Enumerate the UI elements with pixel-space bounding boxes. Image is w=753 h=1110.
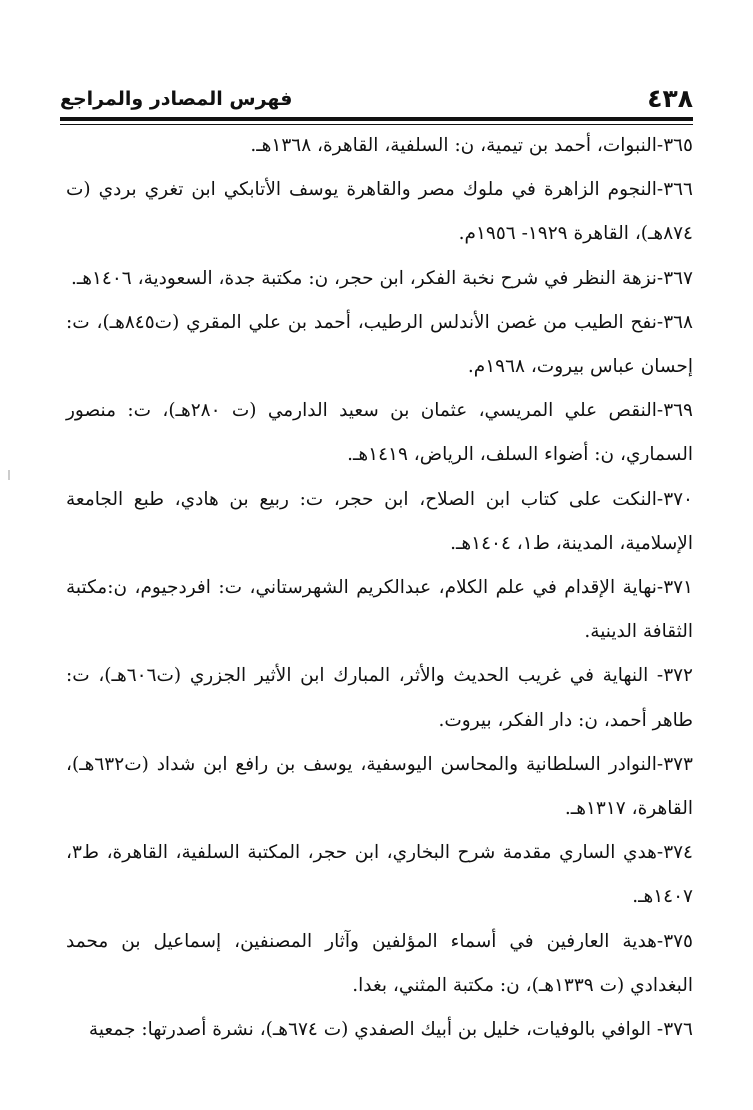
entry-text: -النجوم الزاهرة في ملوك مصر والقاهرة يوسف الأتابكي ابن تغري بردي (ت ٨٧٤هـ)، القاهرة ١٩٢٩- ١٩٥٦م. bbox=[66, 179, 693, 245]
entry-number: ٣٧٤ bbox=[663, 842, 693, 864]
entry-text: - الوافي بالوفيات، خليل بن أبيك الصفدي (ت ٦٧٤هـ)، نشرة أصدرتها: جمعية bbox=[88, 1019, 664, 1041]
entry-text: -النكت على كتاب ابن الصلاح، ابن حجر، ت: ربيع بن هادي، طبع الجامعة الإسلامية، المدينة، ط١، ١٤٠٤هـ. bbox=[66, 488, 693, 554]
entry-number: ٣٧٦ bbox=[663, 1019, 693, 1041]
entry-number: ٣٦٩ bbox=[663, 400, 693, 422]
entry-number: ٣٧٠ bbox=[663, 488, 693, 510]
bibliography-entry-369 bbox=[66, 389, 693, 477]
bibliography-entry-367 bbox=[66, 257, 693, 301]
scan-margin-mark bbox=[8, 470, 10, 480]
entry-number: ٣٧٢ bbox=[663, 665, 693, 687]
bibliography-entry-373 bbox=[66, 743, 693, 831]
entry-number: ٣٦٥ bbox=[663, 135, 693, 156]
entry-number: ٣٧٣ bbox=[663, 753, 693, 775]
bibliography-list bbox=[66, 124, 693, 1052]
entry-text: -النوادر السلطانية والمحاسن اليوسفية، يوسف بن رافع ابن شداد (ت٦٣٢هـ)، القاهرة، ١٣١٧هـ. bbox=[66, 753, 693, 820]
page-number: ٤٣٨ bbox=[647, 84, 693, 113]
entry-number: ٣٧١ bbox=[663, 577, 693, 599]
entry-text: -نهاية الإقدام في علم الكلام، عبدالكريم الشهرستاني، ت: افردجيوم، ن:مكتبة الثقافة الدينية. bbox=[66, 577, 693, 643]
entry-number: ٣٦٦ bbox=[663, 179, 693, 201]
entry-text: -النبوات، أحمد بن تيمية، ن: السلفية، القاهرة، ١٣٦٨هـ. bbox=[250, 135, 664, 156]
entry-text: - النهاية في غريب الحديث والأثر، المبارك ابن الأثير الجزري (ت٦٠٦هـ)، ت: طاهر أحمد، ن: دار الفكر، بيروت. bbox=[66, 665, 693, 731]
entry-text: -نزهة النظر في شرح نخبة الفكر، ابن حجر، ن: مكتبة جدة، السعودية، ١٤٠٦هـ. bbox=[70, 267, 664, 289]
bibliography-entry-368 bbox=[66, 301, 693, 389]
bibliography-entry-374 bbox=[66, 831, 693, 919]
entry-text: -هدية العارفين في أسماء المؤلفين وآثار المصنفين، إسماعيل بن محمد البغدادي (ت ١٣٣٩هـ)، ن: مكتبة المثني، بغدا. bbox=[66, 930, 693, 996]
entry-number: ٣٦٨ bbox=[663, 311, 693, 333]
entry-number: ٣٦٧ bbox=[663, 267, 693, 289]
bibliography-entry-366 bbox=[66, 168, 693, 256]
bibliography-entry-370 bbox=[66, 478, 693, 566]
bibliography-entry-372 bbox=[66, 654, 693, 742]
bibliography-entry-375 bbox=[66, 920, 693, 1008]
bibliography-entry-376 bbox=[66, 1008, 693, 1052]
entry-text: -هدي الساري مقدمة شرح البخاري، ابن حجر، المكتبة السلفية، القاهرة، ط٣، ١٤٠٧هـ. bbox=[66, 842, 693, 908]
bibliography-entry-371 bbox=[66, 566, 693, 654]
entry-text: -نفح الطيب من غصن الأندلس الرطيب، أحمد بن علي المقري (ت٨٤٥هـ)، ت: إحسان عباس بيروت، ١٩٦٨م. bbox=[66, 311, 693, 378]
entry-text: -النقص علي المريسي، عثمان بن سعيد الدارمي (ت ٢٨٠هـ)، ت: منصور السماري، ن: أضواء السلف، الرياض، ١٤١٩هـ. bbox=[66, 400, 693, 466]
entry-number: ٣٧٥ bbox=[663, 930, 693, 952]
header-rule-thick bbox=[60, 117, 693, 121]
page-header bbox=[60, 80, 693, 114]
running-title: فهرس المصادر والمراجع bbox=[60, 88, 293, 110]
bibliography-entry-365 bbox=[66, 124, 693, 168]
